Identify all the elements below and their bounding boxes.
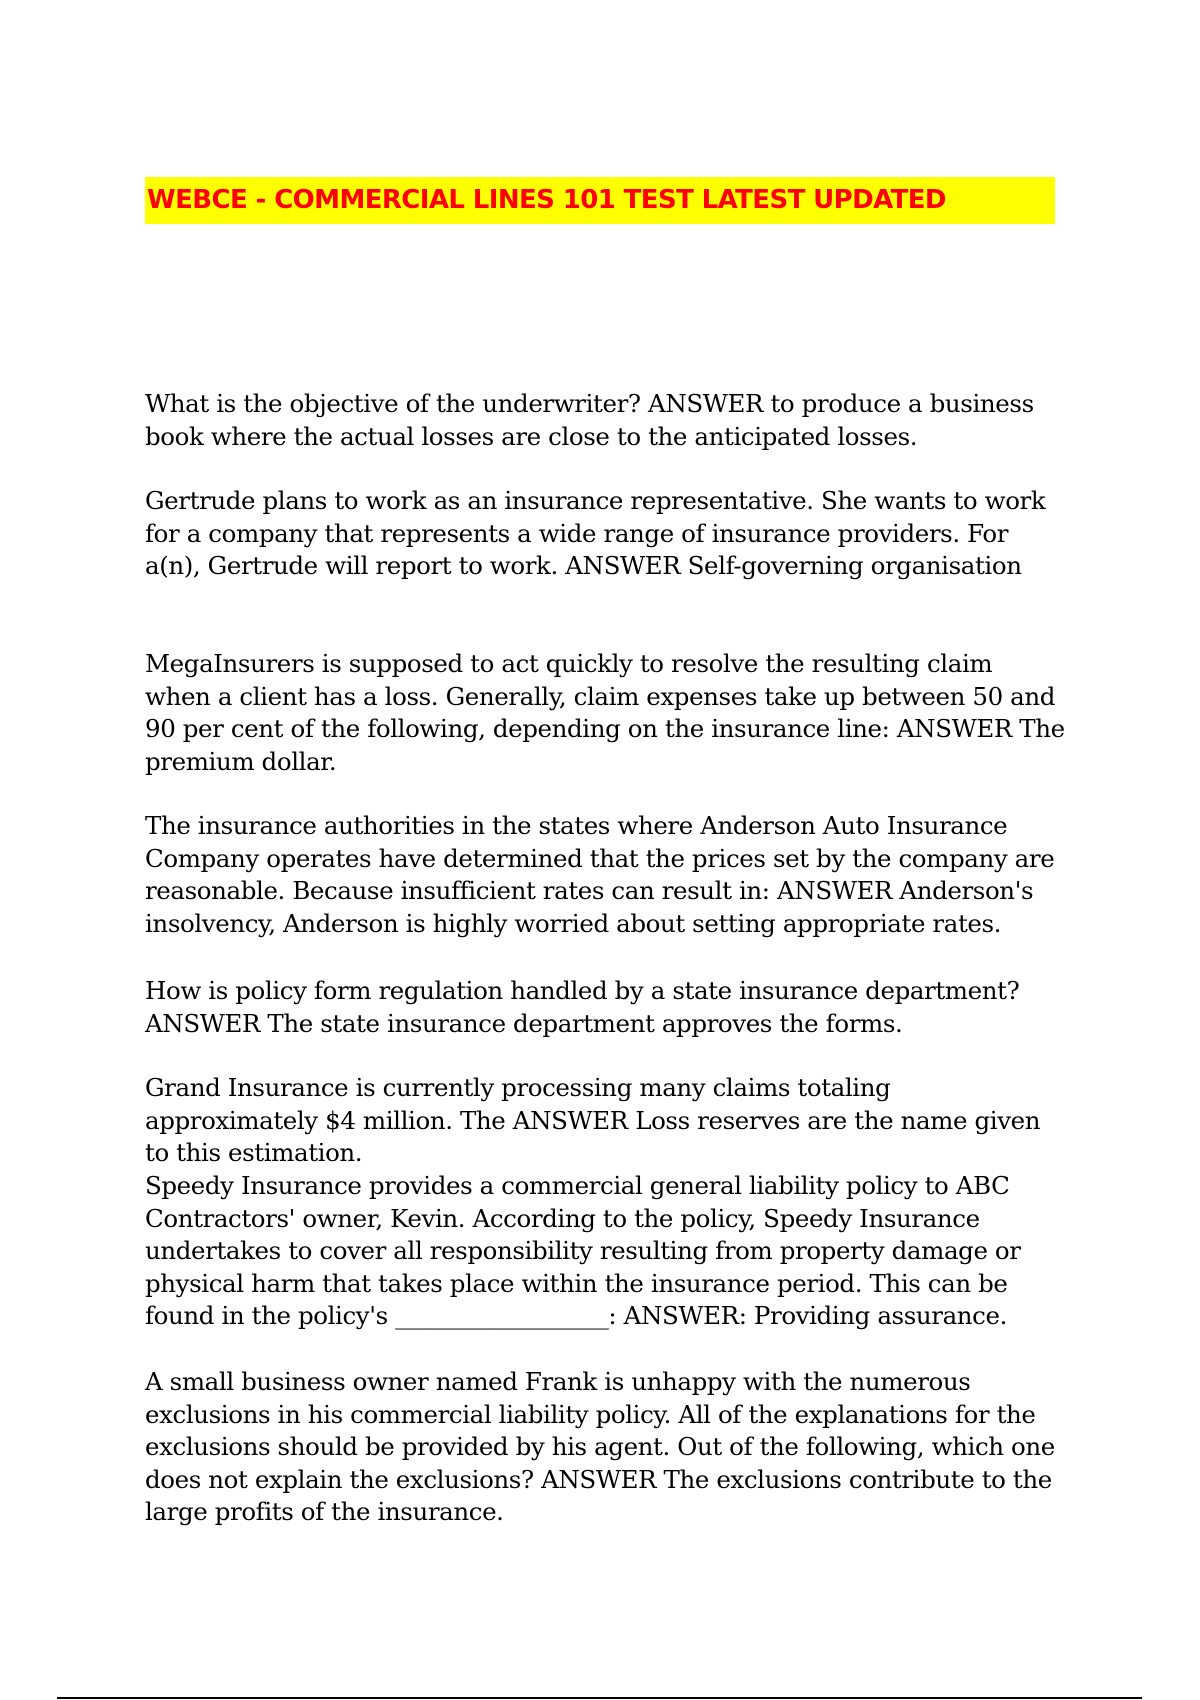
qa-item-3: MegaInsurers is supposed to act quickly to resolve the resulting claim when a client has a loss. Generally, claim expenses take up between 50 and 90 per cent of the following, depending on the insurance line: ANSWER The premium dollar.: [145, 649, 1065, 776]
qa-item-1: What is the objective of the underwriter? ANSWER to produce a business book where the actual losses are close to the anticipated losses.: [145, 389, 1034, 451]
qa-item-5: How is policy form regulation handled by a state insurance department? ANSWER The state insurance department approves the forms.: [145, 976, 1020, 1038]
qa-item-2: Gertrude plans to work as an insurance representative. She wants to work for a company that represents a wide range of insurance providers. For a(n), Gertrude will report to work. ANSWER Self-governing organisation: [145, 486, 1046, 580]
qa-item-4: The insurance authorities in the states where Anderson Auto Insurance Company operates have determined that the prices set by the company are reasonable. Because insufficient rates can result in: ANSWER Anderson's insolvency, Anderson is highly worried about setting appropriate rates.: [145, 811, 1055, 938]
qa-item-6: Grand Insurance is currently processing many claims totaling approximately $4 million. The ANSWER Loss reserves are the name given to this estimation.: [145, 1073, 1041, 1167]
footer-divider: [57, 1697, 1142, 1699]
document-title: WEBCE - COMMERCIAL LINES 101 TEST LATEST UPDATED: [145, 177, 1055, 224]
qa-item-7: Speedy Insurance provides a commercial general liability policy to ABC Contractors' owner, Kevin. According to the policy, Speedy Insurance undertakes to cover all responsibility resulting from property damage or physical harm that takes place within the insurance period. This can be found in the policy's __________________: ANSWER: Providing assurance.: [145, 1171, 1021, 1330]
qa-item-8: A small business owner named Frank is unhappy with the numerous exclusions in his commercial liability policy. All of the explanations for the exclusions should be provided by his agent. Out of the following, which one does not explain the exclusions? ANSWER The exclusions contribute to the large profits of the insurance.: [145, 1367, 1055, 1526]
